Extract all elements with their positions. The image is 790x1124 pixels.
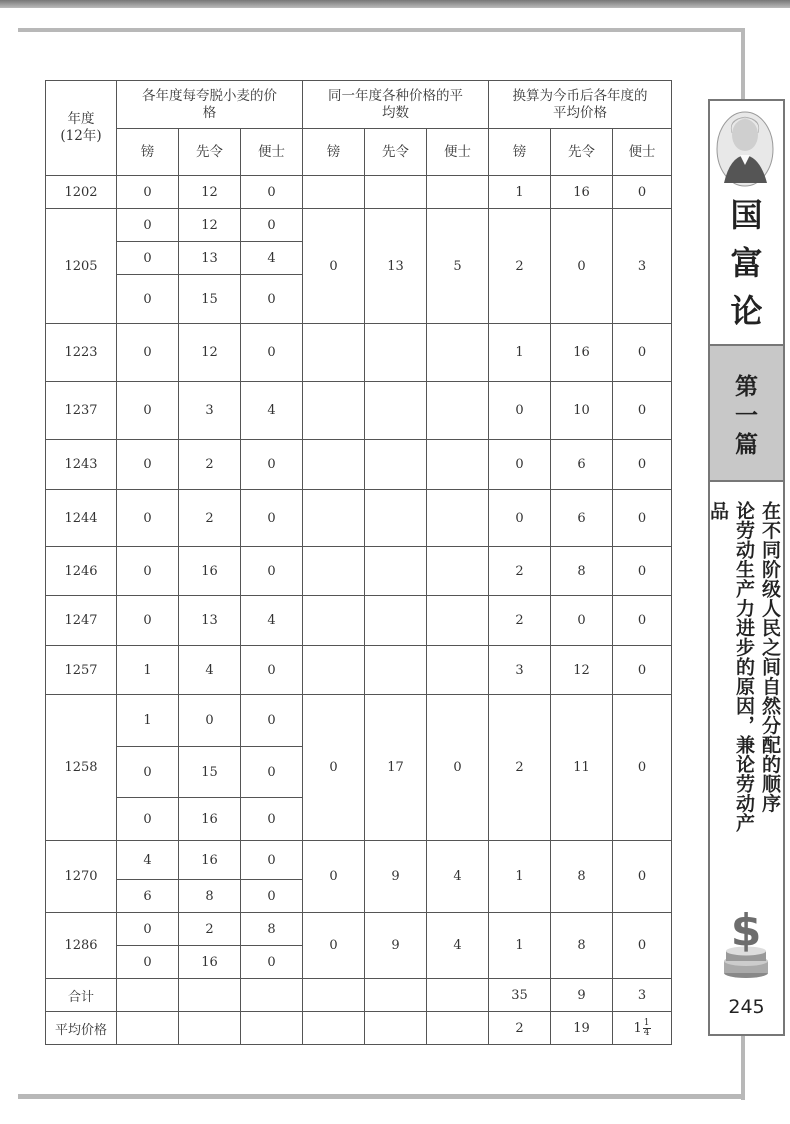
empty-cell: [365, 1012, 427, 1045]
year-cell: 1244: [46, 490, 117, 547]
modern-price-cell: 0: [489, 490, 551, 547]
total-row: [46, 979, 672, 1012]
chapter-title-line2: 论劳动生产力进步的原因，兼论劳动产品: [707, 501, 755, 833]
wheat-price-table-container: [45, 80, 671, 1044]
price-cell: 0: [241, 440, 303, 490]
table-row: [46, 440, 672, 490]
modern-price-cell: 2: [489, 209, 551, 324]
price-cell: 12: [179, 209, 241, 242]
average-cell: [365, 176, 427, 209]
price-cell: 0: [117, 324, 179, 382]
fraction-numerator: 1: [643, 1017, 650, 1028]
price-cell: 0: [117, 209, 179, 242]
unit-header: 便士: [613, 129, 672, 176]
average-cell: [303, 646, 365, 695]
price-cell: 0: [117, 747, 179, 798]
modern-price-cell: 0: [613, 440, 672, 490]
empty-cell: [303, 1012, 365, 1045]
price-cell: 0: [117, 490, 179, 547]
average-cell: [427, 176, 489, 209]
unit-header: 便士: [427, 129, 489, 176]
modern-price-cell: 6: [551, 440, 613, 490]
average-cell: [365, 324, 427, 382]
price-cell: 0: [117, 913, 179, 946]
average-cell: 0: [303, 695, 365, 841]
modern-price-cell: 1: [489, 176, 551, 209]
unit-header: 先令: [365, 129, 427, 176]
price-cell: 4: [241, 596, 303, 646]
price-cell: 0: [117, 382, 179, 440]
table-row: [46, 176, 672, 209]
price-cell: 0: [117, 596, 179, 646]
average-cell: [303, 490, 365, 547]
modern-price-cell: 0: [613, 695, 672, 841]
year-cell: 1270: [46, 841, 117, 913]
table-row: [46, 695, 672, 747]
modern-price-cell: 0: [613, 547, 672, 596]
year-cell: 1258: [46, 695, 117, 841]
modern-price-cell: 1: [489, 841, 551, 913]
modern-price-cell: 0: [613, 324, 672, 382]
modern-price-cell: 10: [551, 382, 613, 440]
table-row: [46, 324, 672, 382]
price-cell: 1: [117, 646, 179, 695]
modern-price-cell: 0: [551, 209, 613, 324]
empty-cell: [117, 979, 179, 1012]
price-cell: 0: [179, 695, 241, 747]
average-cell: 0: [303, 913, 365, 979]
average-value-pence: [613, 1012, 672, 1045]
price-cell: 0: [241, 695, 303, 747]
book-title: [710, 191, 783, 335]
price-cell: 4: [179, 646, 241, 695]
price-cell: 0: [241, 490, 303, 547]
average-cell: 5: [427, 209, 489, 324]
table-row: [46, 209, 672, 242]
year-header-sub: (12年): [60, 128, 102, 144]
unit-header: 镑: [489, 129, 551, 176]
modern-price-cell: 0: [613, 382, 672, 440]
average-cell: [427, 324, 489, 382]
price-cell: 0: [241, 747, 303, 798]
price-cell: 13: [179, 596, 241, 646]
wheat-price-table: [45, 80, 672, 1045]
empty-cell: [303, 979, 365, 1012]
price-cell: 0: [241, 841, 303, 880]
modern-price-cell: 0: [613, 596, 672, 646]
year-cell: 1246: [46, 547, 117, 596]
empty-cell: [241, 979, 303, 1012]
price-cell: 6: [117, 880, 179, 913]
year-cell: 1247: [46, 596, 117, 646]
price-cell: 12: [179, 324, 241, 382]
average-cell: [303, 382, 365, 440]
modern-price-cell: 0: [489, 440, 551, 490]
year-cell: 1286: [46, 913, 117, 979]
part-label: 第一篇: [735, 373, 758, 458]
price-cell: 0: [241, 275, 303, 324]
empty-cell: [427, 979, 489, 1012]
price-cell: 0: [117, 946, 179, 979]
price-cell: 15: [179, 275, 241, 324]
price-cell: 2: [179, 440, 241, 490]
price-cell: 0: [241, 798, 303, 841]
modern-price-cell: 0: [613, 176, 672, 209]
price-cell: 0: [117, 275, 179, 324]
price-cell: 16: [179, 547, 241, 596]
table-row: [46, 596, 672, 646]
price-cell: 12: [179, 176, 241, 209]
average-cell: 0: [303, 209, 365, 324]
average-cell: [365, 440, 427, 490]
group-header-modern: 换算为今币后各年度的平均价格: [489, 81, 672, 129]
average-row: [46, 1012, 672, 1045]
average-value: 19: [551, 1012, 613, 1045]
average-cell: [427, 547, 489, 596]
empty-cell: [179, 1012, 241, 1045]
average-cell: [365, 382, 427, 440]
dollar-coins-icon: [720, 901, 772, 979]
table-row: [46, 646, 672, 695]
modern-price-cell: 8: [551, 547, 613, 596]
total-value: 35: [489, 979, 551, 1012]
average-cell: [427, 596, 489, 646]
price-cell: 8: [179, 880, 241, 913]
price-cell: 0: [117, 798, 179, 841]
table-row: [46, 547, 672, 596]
modern-price-cell: 0: [551, 596, 613, 646]
price-cell: 8: [241, 913, 303, 946]
average-cell: [365, 596, 427, 646]
modern-price-cell: 16: [551, 176, 613, 209]
page-frame-right-upper: [741, 28, 745, 100]
price-cell: 4: [241, 382, 303, 440]
price-cell: 0: [241, 547, 303, 596]
price-cell: 16: [179, 841, 241, 880]
modern-price-cell: 0: [613, 913, 672, 979]
average-cell: 17: [365, 695, 427, 841]
modern-price-cell: 0: [613, 646, 672, 695]
unit-header: 便士: [241, 129, 303, 176]
empty-cell: [365, 979, 427, 1012]
average-pence-fraction: [643, 1019, 651, 1038]
page-frame-bottom: [18, 1094, 745, 1099]
average-cell: [303, 440, 365, 490]
price-cell: 4: [241, 242, 303, 275]
average-cell: [365, 547, 427, 596]
group-header-average: 同一年度各种价格的平均数: [303, 81, 489, 129]
average-cell: 0: [303, 841, 365, 913]
table-row: [46, 841, 672, 880]
modern-price-cell: 12: [551, 646, 613, 695]
price-cell: 0: [117, 242, 179, 275]
table-row: [46, 913, 672, 946]
average-value: 2: [489, 1012, 551, 1045]
price-cell: 4: [117, 841, 179, 880]
modern-price-cell: 3: [613, 209, 672, 324]
average-cell: [427, 490, 489, 547]
average-cell: 9: [365, 841, 427, 913]
average-cell: 4: [427, 913, 489, 979]
modern-price-cell: 2: [489, 695, 551, 841]
modern-price-cell: 3: [489, 646, 551, 695]
average-cell: [365, 646, 427, 695]
price-cell: 15: [179, 747, 241, 798]
total-value: 3: [613, 979, 672, 1012]
price-cell: 0: [241, 880, 303, 913]
average-cell: 4: [427, 841, 489, 913]
average-cell: 0: [427, 695, 489, 841]
svg-text:$: $: [730, 905, 762, 956]
modern-price-cell: 2: [489, 547, 551, 596]
price-cell: 0: [117, 176, 179, 209]
price-cell: 16: [179, 798, 241, 841]
part-box: [710, 344, 783, 482]
total-label: 合计: [46, 979, 117, 1012]
empty-cell: [117, 1012, 179, 1045]
average-label: 平均价格: [46, 1012, 117, 1045]
price-cell: 0: [241, 646, 303, 695]
year-header-label: 年度: [67, 111, 95, 127]
price-cell: 0: [241, 176, 303, 209]
empty-cell: [427, 1012, 489, 1045]
price-cell: 0: [117, 547, 179, 596]
year-header: [46, 81, 117, 176]
price-cell: 3: [179, 382, 241, 440]
price-cell: 2: [179, 490, 241, 547]
price-cell: 0: [117, 440, 179, 490]
modern-price-cell: 1: [489, 913, 551, 979]
total-value: 9: [551, 979, 613, 1012]
average-pence-whole: 1: [633, 1020, 642, 1036]
year-cell: 1205: [46, 209, 117, 324]
price-cell: 2: [179, 913, 241, 946]
modern-price-cell: 0: [613, 490, 672, 547]
page-frame-right-lower: [741, 1030, 745, 1100]
modern-price-cell: 8: [551, 913, 613, 979]
modern-price-cell: 6: [551, 490, 613, 547]
average-cell: [303, 324, 365, 382]
chapter-title-line1: 在不同阶级人民之间自然分配的顺序: [759, 501, 781, 813]
top-band: [0, 0, 790, 8]
average-cell: [303, 176, 365, 209]
price-cell: 13: [179, 242, 241, 275]
unit-header: 镑: [117, 129, 179, 176]
year-cell: 1237: [46, 382, 117, 440]
year-cell: 1257: [46, 646, 117, 695]
modern-price-cell: 0: [613, 841, 672, 913]
page-number: 245: [728, 996, 765, 1018]
unit-header: 镑: [303, 129, 365, 176]
price-cell: 0: [241, 324, 303, 382]
average-cell: [427, 382, 489, 440]
page-frame-top: [18, 28, 745, 32]
author-portrait-icon: [714, 105, 777, 187]
average-cell: [303, 547, 365, 596]
price-cell: 1: [117, 695, 179, 747]
average-cell: [427, 440, 489, 490]
empty-cell: [179, 979, 241, 1012]
modern-price-cell: 0: [489, 382, 551, 440]
sidebar: [708, 99, 785, 1036]
book-title-text: 国富论: [730, 196, 763, 330]
average-cell: [427, 646, 489, 695]
table-row: [46, 382, 672, 440]
average-cell: [365, 490, 427, 547]
fraction-denominator: 4: [643, 1027, 650, 1038]
year-cell: 1223: [46, 324, 117, 382]
average-cell: [303, 596, 365, 646]
modern-price-cell: 1: [489, 324, 551, 382]
average-cell: 13: [365, 209, 427, 324]
table-row: [46, 490, 672, 547]
modern-price-cell: 11: [551, 695, 613, 841]
group-header-prices: 各年度每夸脱小麦的价格: [117, 81, 303, 129]
empty-cell: [241, 1012, 303, 1045]
price-cell: 0: [241, 209, 303, 242]
modern-price-cell: 16: [551, 324, 613, 382]
year-cell: 1202: [46, 176, 117, 209]
price-cell: 0: [241, 946, 303, 979]
modern-price-cell: 2: [489, 596, 551, 646]
year-cell: 1243: [46, 440, 117, 490]
modern-price-cell: 8: [551, 841, 613, 913]
chapter-title: [707, 501, 783, 851]
unit-header: 先令: [179, 129, 241, 176]
average-cell: 9: [365, 913, 427, 979]
unit-header: 先令: [551, 129, 613, 176]
price-cell: 16: [179, 946, 241, 979]
